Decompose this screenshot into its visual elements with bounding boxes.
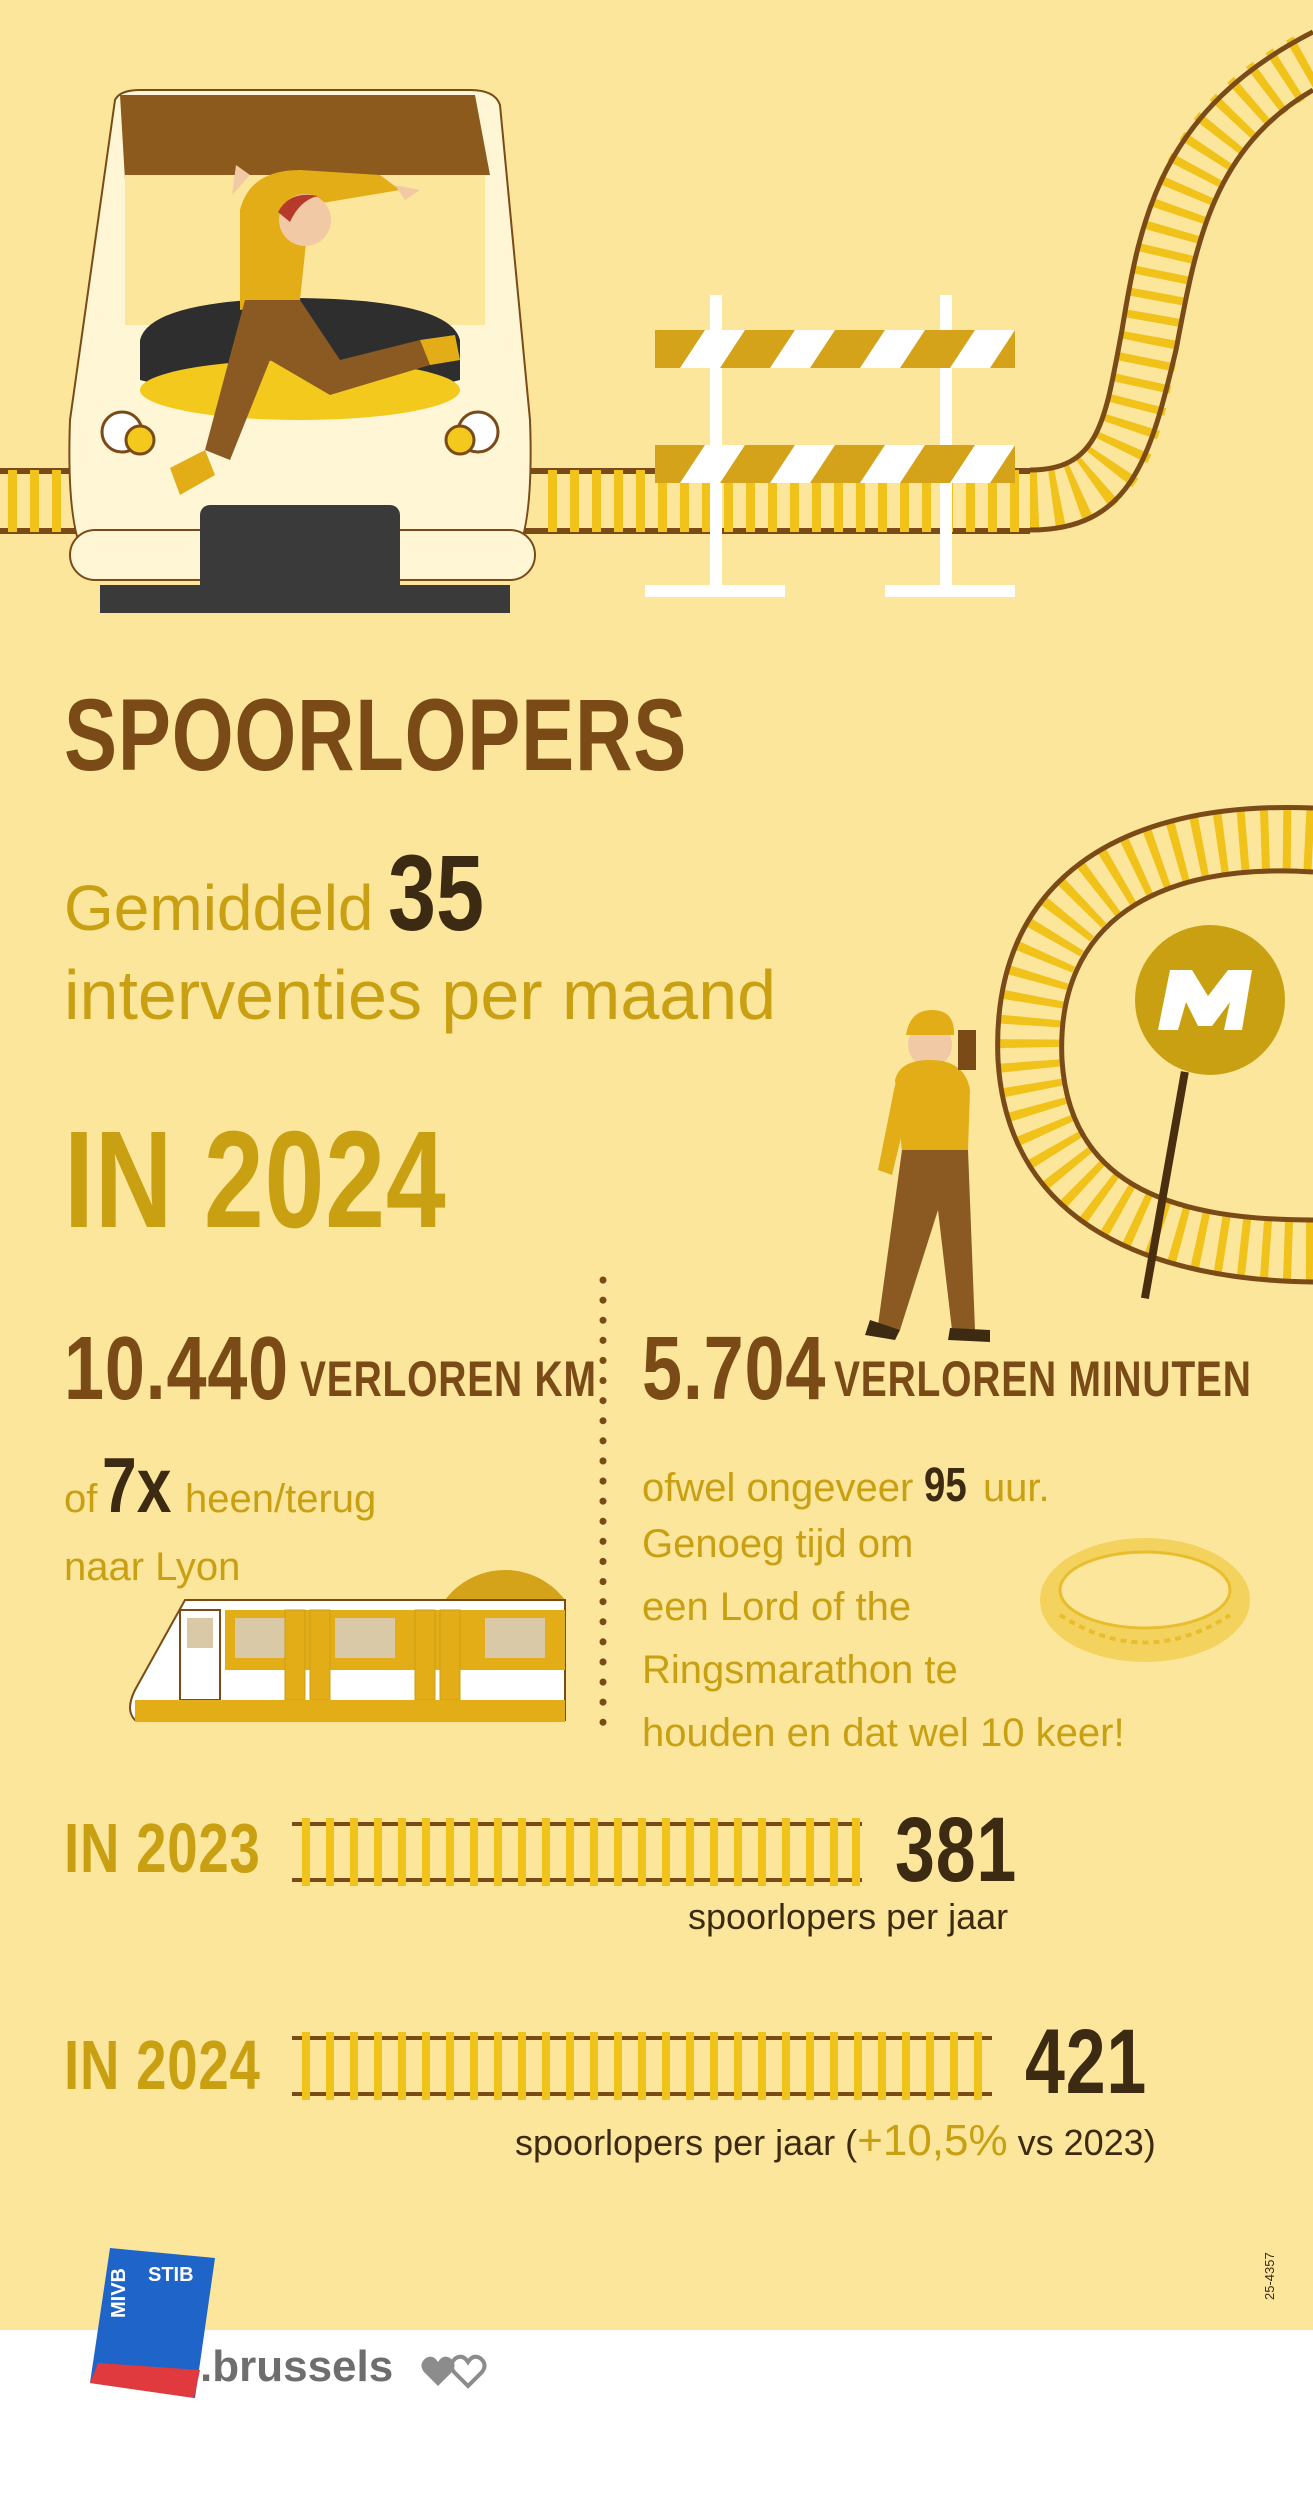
km-desc-rest1: heen/terug	[185, 1477, 377, 1521]
km-number: 10.440	[64, 1319, 290, 1419]
curved-rail-track	[1030, 32, 1313, 530]
minutes-desc-line2: Genoeg tijd om	[642, 1522, 914, 1566]
comparison-2023-value: 381	[895, 1799, 1018, 1901]
logo-stib: STIB	[148, 2264, 194, 2286]
comparison-2024-caption: spoorlopers per jaar (	[515, 2122, 858, 2163]
average-number: 35	[387, 832, 485, 953]
comparison-2024-caption-tail: vs 2023)	[1007, 2122, 1156, 2163]
dotted-divider	[596, 1275, 610, 1735]
road-barrier	[645, 295, 1015, 597]
comparison-2024-year: IN 2024	[64, 2026, 261, 2104]
km-desc-line1	[64, 1440, 376, 1531]
comparison-2023-caption: spoorlopers per jaar	[688, 1896, 1009, 1937]
minutes-desc-line4: Ringsmarathon te	[642, 1648, 958, 1692]
minutes-label: VERLOREN MINUTEN	[834, 1351, 1252, 1407]
average-prefix: Gemiddeld	[64, 872, 374, 944]
worker-figure	[865, 1010, 990, 1342]
minutes-desc-post: uur.	[982, 1466, 1050, 1510]
average-line	[64, 830, 508, 955]
km-desc-times: 7x	[101, 1441, 172, 1529]
page-title: SPOORLOPERS	[64, 678, 688, 792]
minutes-desc-num: 95	[924, 1459, 968, 1512]
tram-illustration	[125, 1560, 585, 1730]
minutes-desc-pre: ofwel ongeveer	[642, 1466, 914, 1510]
ring-illustration	[1030, 1520, 1260, 1680]
side-code: 25-4357	[1262, 2252, 1277, 2300]
logo-mivb: MIVB	[108, 2268, 130, 2318]
brussels-hearts-icon	[420, 2352, 490, 2392]
average-suffix: interventies per maand	[64, 956, 777, 1034]
comparison-2024-caption-line	[515, 2116, 1156, 2166]
km-label: VERLOREN KM	[300, 1351, 597, 1407]
logo-labels	[108, 2260, 308, 2318]
minutes-desc-line1	[642, 1458, 1050, 1513]
comparison-2023-year: IN 2023	[64, 1809, 261, 1887]
minutes-desc-line3: een Lord of the	[642, 1585, 912, 1629]
brussels-wordmark: .brussels	[200, 2342, 394, 2391]
km-desc-line2: naar Lyon	[64, 1545, 241, 1589]
top-illustration	[0, 0, 1313, 640]
minutes-number: 5.704	[642, 1319, 827, 1419]
comparison-2024-pct: +10,5%	[857, 2116, 1008, 2165]
year-heading: IN 2024	[64, 1103, 447, 1257]
km-desc-of: of	[64, 1477, 98, 1521]
worker-illustration	[840, 790, 1313, 1350]
comparison-2024-track	[292, 2026, 997, 2106]
metro-sign	[1135, 925, 1285, 1299]
minutes-desc-line5: houden en dat wel 10 keer!	[642, 1711, 1125, 1755]
comparison-2023-track	[292, 1812, 867, 1892]
comparison-2024-value: 421	[1025, 2011, 1148, 2113]
